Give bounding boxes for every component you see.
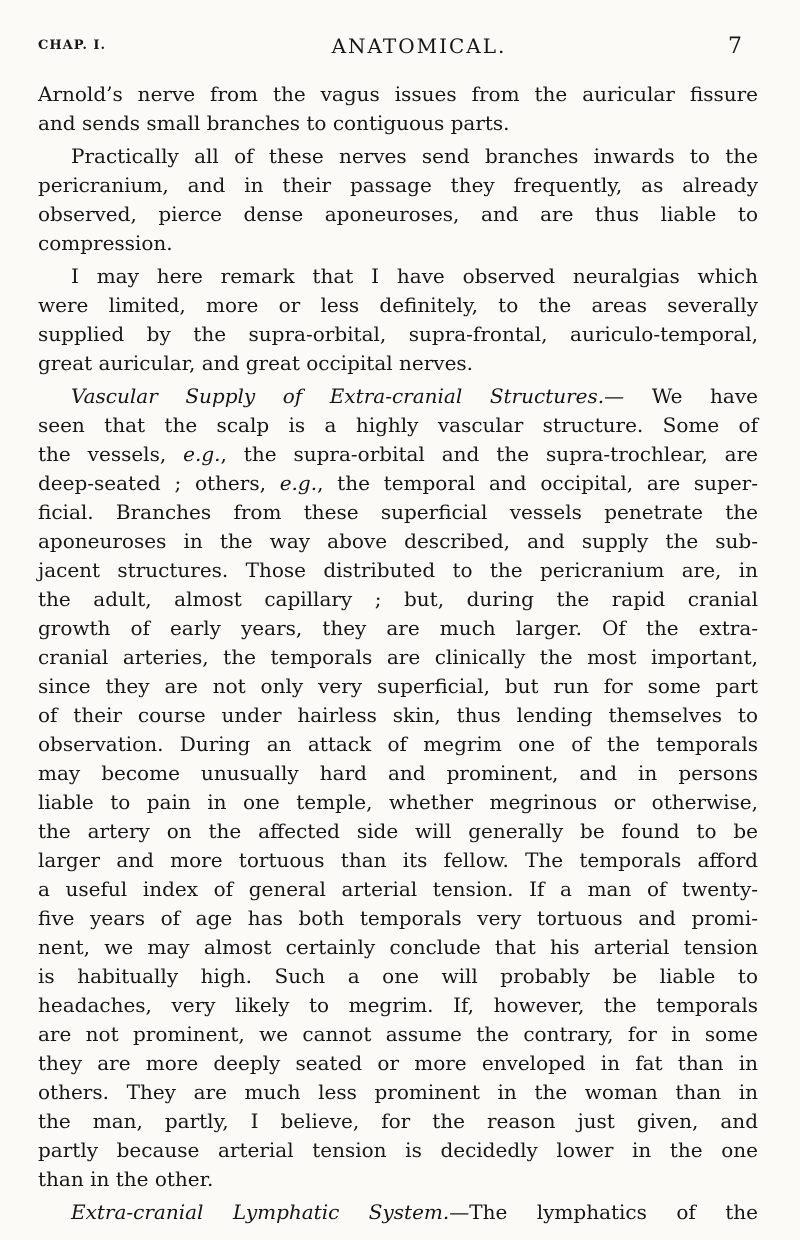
text-fragment: , the supra-orbital and the supra-trochlear, are: [220, 442, 759, 466]
text-line: cranial arteries, the temporals are clinically the most important,: [38, 645, 758, 669]
text-fragment: —The lymphatics of the: [449, 1200, 758, 1224]
section-heading-lymphatic: Extra-cranial Lymphatic System.: [71, 1200, 450, 1224]
text-fragment: — We have: [604, 384, 758, 408]
text-line: seen that the scalp is a highly vascular structure. Some of: [38, 413, 758, 437]
text-line: [38, 382, 758, 411]
text-line: were limited, more or less definitely, to the areas severally: [38, 293, 758, 317]
text-line: I may here remark that I have observed neuralgias which: [71, 264, 758, 288]
text-line: the man, partly, I believe, for the reason just given, and: [38, 1109, 758, 1133]
text-fragment: , the temporal and occipital, are super-: [317, 471, 758, 495]
page-number: 7: [728, 34, 742, 59]
text-fragment: deep-seated ; others,: [38, 471, 280, 495]
text-line: and sends small branches to contiguous parts.: [38, 111, 510, 135]
italic-eg: e.g.: [279, 471, 318, 495]
text-line: [38, 469, 758, 498]
text-line: five years of age has both temporals very tortuous and promi-: [38, 906, 758, 930]
page-title: ANATOMICAL.: [331, 34, 507, 58]
text-line: supplied by the supra-orbital, supra-frontal, auriculo-temporal,: [38, 322, 758, 346]
text-line: Arnold’s nerve from the vagus issues from the auricular fissure: [38, 82, 758, 106]
text-line: pericranium, and in their passage they frequently, as already: [38, 173, 758, 197]
text-line: growth of early years, they are much larger. Of the extra-: [38, 616, 758, 640]
text-line: compression.: [38, 231, 173, 255]
running-head: [38, 34, 742, 58]
section-heading-vascular: Vascular Supply of Extra-cranial Structures.: [71, 384, 605, 408]
text-line: observed, pierce dense aponeuroses, and are thus liable to: [38, 202, 758, 226]
body-text: [38, 80, 758, 1227]
italic-eg: e.g.: [183, 442, 221, 466]
text-line: others. They are much less prominent in the woman than in: [38, 1080, 758, 1104]
text-line: liable to pain in one temple, whether megrinous or otherwise,: [38, 790, 758, 814]
text-line: may become unusually hard and prominent, and in persons: [38, 761, 758, 785]
text-line: Practically all of these nerves send branches inwards to the: [71, 144, 758, 168]
text-line: jacent structures. Those distributed to the pericranium are, in: [38, 558, 758, 582]
text-line: are not prominent, we cannot assume the contrary, for in some: [38, 1022, 758, 1046]
text-line: they are more deeply seated or more enveloped in fat than in: [38, 1051, 758, 1075]
text-line: [38, 1198, 758, 1227]
text-line: aponeuroses in the way above described, and supply the sub-: [38, 529, 758, 553]
text-line: the artery on the affected side will generally be found to be: [38, 819, 758, 843]
text-fragment: the vessels,: [38, 442, 184, 466]
text-line: ficial. Branches from these superficial vessels penetrate the: [38, 500, 758, 524]
text-line: observation. During an attack of megrim one of the temporals: [38, 732, 758, 756]
text-line: a useful index of general arterial tension. If a man of twenty-: [38, 877, 758, 901]
text-line: headaches, very likely to megrim. If, however, the temporals: [38, 993, 758, 1017]
text-line: the adult, almost capillary ; but, during the rapid cranial: [38, 587, 758, 611]
text-line: [38, 440, 758, 469]
text-line: partly because arterial tension is decidedly lower in the one: [38, 1138, 758, 1162]
text-line: of their course under hairless skin, thus lending themselves to: [38, 703, 758, 727]
text-line: than in the other.: [38, 1167, 214, 1191]
text-line: larger and more tortuous than its fellow. The temporals afford: [38, 848, 758, 872]
text-line: is habitually high. Such a one will probably be liable to: [38, 964, 758, 988]
text-line: nent, we may almost certainly conclude that his arterial tension: [38, 935, 758, 959]
chapter-label: CHAP. I.: [38, 38, 106, 53]
text-line: great auricular, and great occipital nerves.: [38, 351, 474, 375]
text-line: since they are not only very superficial, but run for some part: [38, 674, 758, 698]
